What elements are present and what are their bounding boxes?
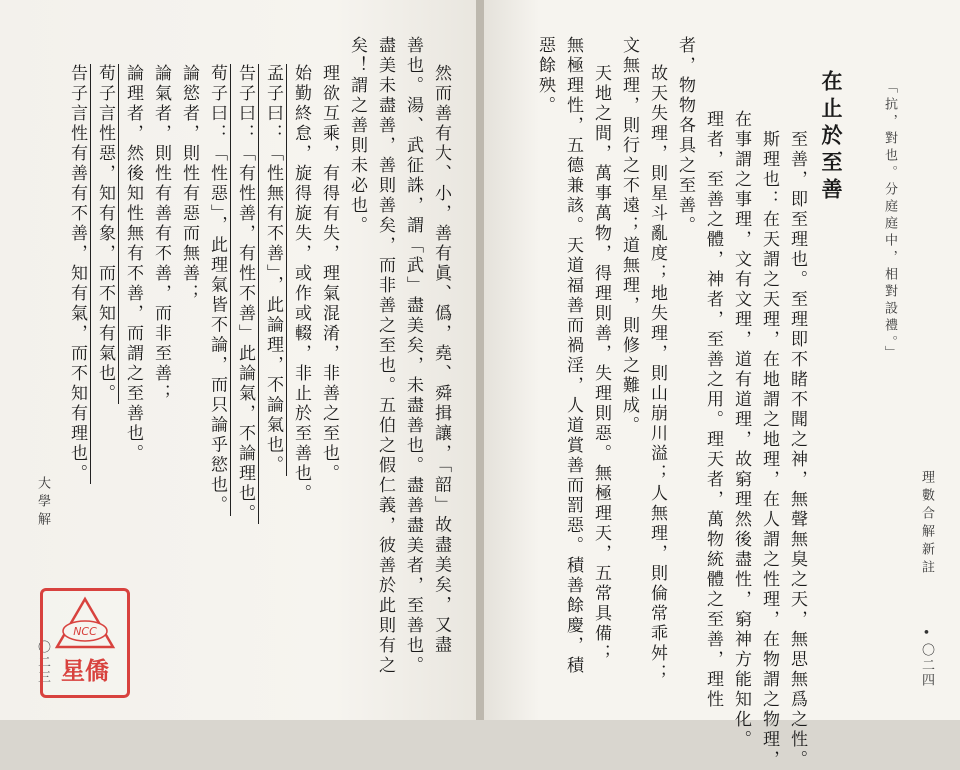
body-column: 始勤終怠，旋得旋失，或作或輟，非止於至善也。 [291, 64, 311, 504]
stamp-logo-text: NCC [73, 625, 97, 638]
body-column: 孟子曰：「性無有不善」，此論理，不論氣也。 [262, 64, 287, 476]
body-column: 矣！謂之善則未必也。 [347, 36, 367, 236]
triangle-logo-icon [43, 591, 127, 695]
page-number: •〇二四 [919, 626, 934, 688]
body-column: 善也。湯、武征誅，謂「武」盡美矣，未盡善也。盡善盡美者，至善也。 [403, 36, 423, 676]
section-heading: 在止於至善 [819, 70, 844, 205]
body-column: 者，物物各具之至善。 [675, 36, 695, 236]
top-note: 「抗，對也。分庭庭中，相對設禮。」 [882, 80, 897, 363]
body-column: 理欲互乘，有得有失，理氣混淆，非善之至也。 [319, 64, 339, 484]
running-head: 大學解 [35, 476, 50, 530]
body-column: 然而善有大、小，善有眞、僞，堯、舜揖讓，「韶」故盡美矣，又盡 [431, 64, 451, 656]
publisher-stamp [40, 588, 130, 698]
body-column: 論慾者，則性有惡而無善； [179, 64, 199, 304]
body-column: 天地之間，萬事萬物，得理則善，失理則惡。無極理天，五常具備； [591, 64, 611, 664]
body-column: 理者，至善之體，神者，至善之用。理天者，萬物統體之至善，理性 [703, 110, 723, 710]
body-column: 文無理，則行之不遠；道無理，則修之難成。 [619, 36, 639, 436]
body-column: 故天失理，則星斗亂度；地失理，則山崩川溢；人無理，則倫常乖舛； [647, 64, 667, 684]
body-column: 無極理性，五德兼該。天道福善而禍淫，人道賞善而罰惡。積善餘慶，積 [563, 36, 583, 676]
book-gutter [476, 0, 484, 720]
body-column: 荀子言性惡，知有象，而不知有氣也。 [94, 64, 119, 404]
body-column: 盡美未盡善，善則善矣，而非善之至也。五伯之假仁義，彼善於此則有之 [375, 36, 395, 676]
body-column: 論理者，然後知性無有不善，而謂之至善也。 [123, 64, 143, 464]
running-head: 理數合解新註 [919, 470, 934, 578]
stamp-label: 星僑 [61, 656, 109, 685]
body-column: 論氣者，則性有善有不善，而非至善； [151, 64, 171, 404]
body-column: 至善，即至理也。至理即不睹不聞之神，無聲無臭之天，無思無爲之性。 [787, 130, 807, 770]
body-column: 荀子曰：「性惡」，此理氣皆不論，而只論乎慾也。 [206, 64, 231, 516]
body-column: 告子言性有善有不善，知有氣，而不知有理也。 [66, 64, 91, 484]
body-column: 在事謂之事理，文有文理，道有道理，故窮理然後盡性，窮神方能知化。 [731, 110, 751, 750]
body-column: 告子曰：「有性善，有性不善」此論氣，不論理也。 [234, 64, 259, 524]
body-column: 惡餘殃。 [535, 36, 555, 116]
body-column: 斯理也：在天謂之天理，在地謂之地理，在人謂之性理，在物謂之物理， [759, 130, 779, 770]
page-number: 〇二三 [35, 640, 50, 685]
